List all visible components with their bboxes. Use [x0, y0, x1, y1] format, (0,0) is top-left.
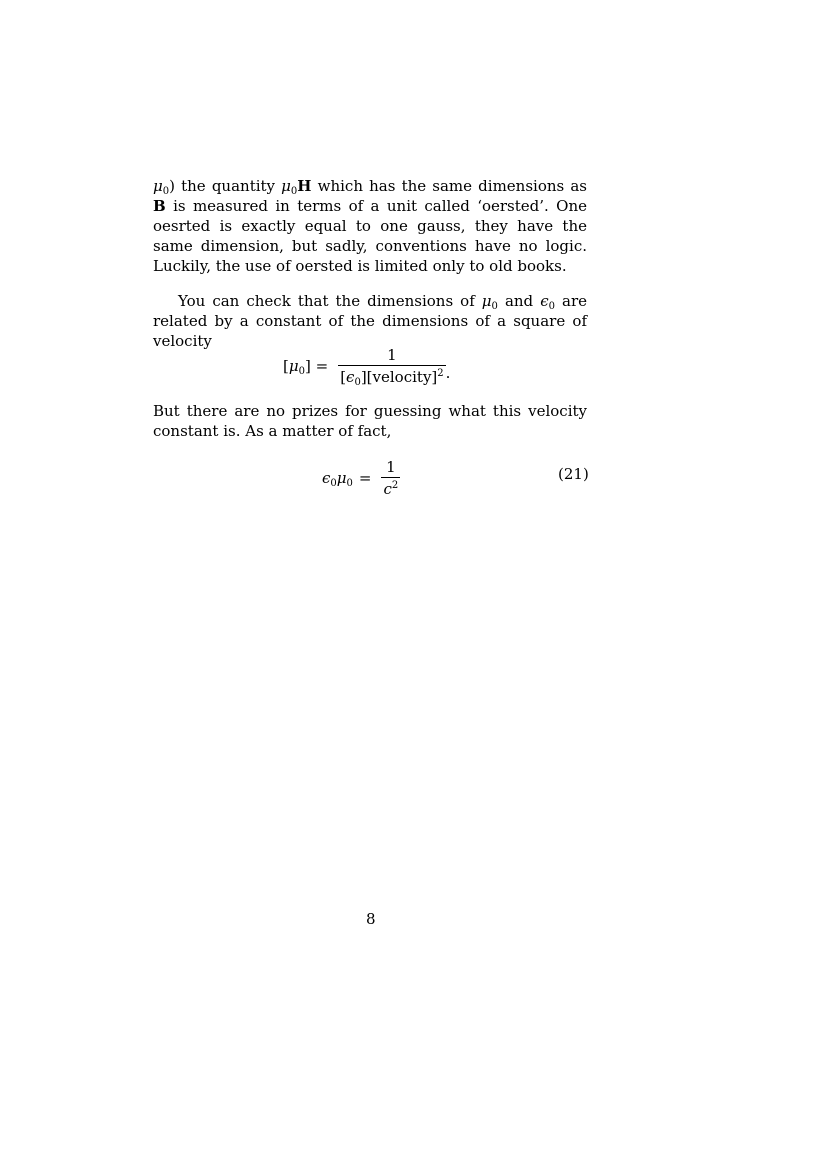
superscript-two: 2 [437, 367, 444, 379]
subscript-zero: 0 [290, 186, 298, 197]
page-number: 8 [366, 910, 376, 928]
equation-period: . [445, 364, 451, 382]
fraction [338, 346, 445, 387]
epsilon-symbol: ϵ [346, 367, 355, 386]
equation-number: (21) [558, 465, 589, 483]
superscript-two: 2 [391, 479, 399, 491]
subscript-zero: 0 [346, 478, 353, 489]
B-field-symbol: B [153, 197, 166, 215]
mu-symbol: μ [288, 357, 299, 375]
fraction-numerator: 1 [387, 345, 397, 364]
mu-symbol: μ [336, 469, 347, 487]
paragraph-text: are related by a constant of the dimensions of a square of velocity [153, 292, 588, 350]
mu-symbol: μ [153, 177, 163, 195]
equals-sign: = [358, 469, 372, 487]
mu-symbol: μ [481, 292, 492, 310]
epsilon-symbol: ϵ [540, 292, 549, 310]
paragraph-text: is measured in terms of a unit called ‘oersted’. One oesrted is exactly equal to one gauss, they have the same dimension, but sadly, conventions have no logic. Luckily, the use of oersted is limited only to old books. [153, 197, 587, 275]
paragraph-velocity-constant [153, 401, 587, 441]
equation-lhs [322, 469, 371, 487]
subscript-zero: 0 [354, 376, 361, 388]
subscript-zero: 0 [330, 478, 337, 489]
velocity-term: ][velocity] [360, 367, 438, 386]
paragraph-text: You can check that the dimensions of [178, 292, 482, 310]
paragraph-text: which has the same dimensions as [311, 177, 587, 195]
subscript-zero: 0 [298, 366, 305, 377]
bracket-close-equals: ] = [304, 357, 329, 375]
speed-of-light-symbol: c [383, 479, 392, 498]
fraction [381, 458, 400, 499]
epsilon-symbol: ϵ [322, 469, 331, 487]
paragraph-text: and [497, 292, 541, 310]
fraction-numerator: 1 [386, 457, 396, 476]
equation-lhs [283, 357, 328, 375]
mu-symbol: μ [281, 177, 291, 195]
subscript-zero: 0 [162, 186, 170, 197]
fraction-denominator [381, 477, 400, 499]
subscript-zero: 0 [491, 301, 498, 312]
paragraph-text: But there are no prizes for guessing what this velocity constant is. As a matter of fact, [153, 402, 587, 440]
H-field-symbol: H [297, 177, 312, 195]
equation-mu0-dimensions [283, 342, 450, 390]
paragraph-oersted [153, 176, 587, 276]
bracket-open: [ [340, 367, 347, 386]
subscript-zero: 0 [548, 301, 555, 312]
equation-21 [322, 454, 400, 502]
bracket-open: [ [283, 357, 289, 375]
paragraph-text: ) the quantity [169, 177, 282, 195]
fraction-denominator [338, 365, 445, 387]
